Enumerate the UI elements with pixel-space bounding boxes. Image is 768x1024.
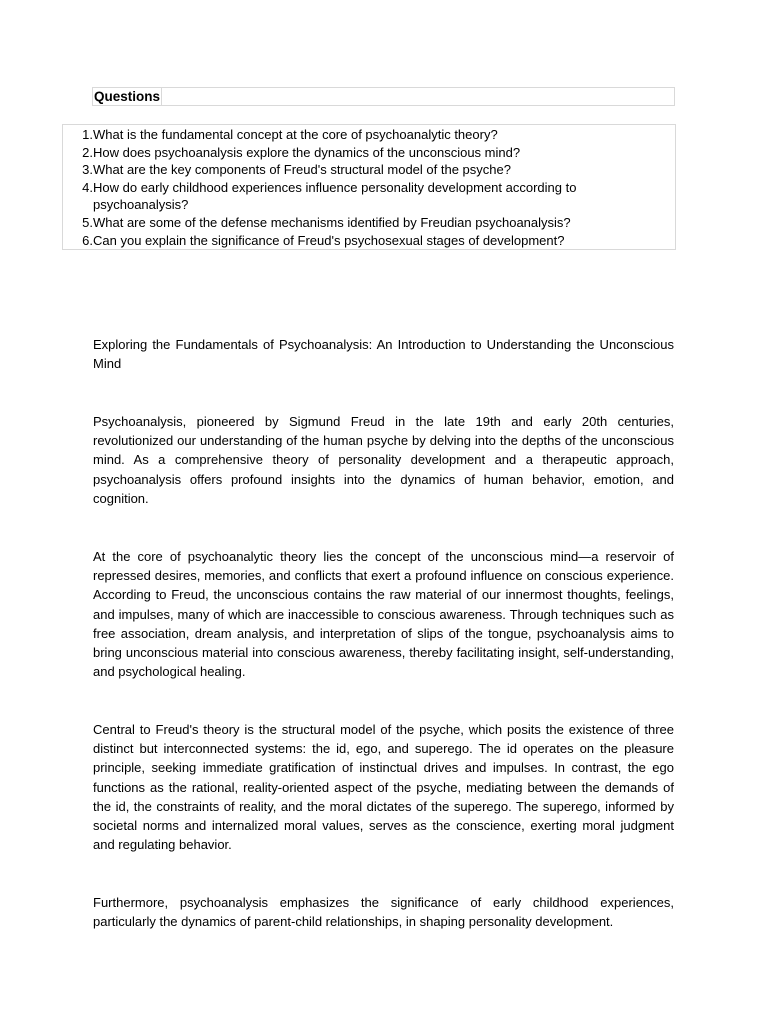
question-item	[63, 232, 675, 250]
question-number: 4.	[82, 179, 93, 195]
question-item	[63, 126, 675, 144]
question-number: 6.	[82, 232, 93, 248]
article-paragraph: At the core of psychoanalytic theory lies the concept of the unconscious mind—a reservoir of repressed desires, memories, and conflicts that exert a profound influence on conscious experience. According to Freud, the unconscious contains the raw material of our innermost thoughts, feelings, and impulses, many of which are inaccessible to conscious awareness. Through techniques such as free association, dream analysis, and interpretation of slips of the tongue, psychoanalysis aims to bring unconscious material into conscious awareness, thereby facilitating insight, self-understanding, and psychological healing.	[93, 549, 674, 680]
question-text: What are some of the defense mechanisms identified by Freudian psychoanalysis?	[93, 214, 571, 230]
question-text: Can you explain the significance of Freud's psychosexual stages of development?	[93, 232, 565, 248]
question-text: What are the key components of Freud's structural model of the psyche?	[93, 162, 511, 178]
questions-list	[62, 124, 676, 250]
question-text: How does psychoanalysis explore the dynamics of the unconscious mind?	[93, 144, 521, 160]
question-item	[63, 179, 675, 214]
question-number: 5.	[82, 214, 93, 230]
article-paragraph: Psychoanalysis, pioneered by Sigmund Freud in the late 19th and early 20th centuries, revolutionized our understanding of the human psyche by delving into the depths of the unconscious mind. As a comprehensive theory of personality development and a therapeutic approach, psychoanalysis offers profound insights into the dynamics of human behavior, emotion, and cognition.	[93, 414, 674, 506]
question-number: 2.	[82, 144, 93, 160]
question-item	[63, 214, 675, 232]
questions-heading: Questions	[94, 89, 161, 104]
article-paragraph: Central to Freud's theory is the structural model of the psyche, which posits the existence of three distinct but interconnected systems: the id, ego, and superego. The id operates on the pleasure principle, seeking immediate gratification of instinctual drives and impulses. In contrast, the ego functions as the rational, reality-oriented aspect of the psyche, mediating between the demands of the id, the constraints of reality, and the moral dictates of the superego. The superego, informed by societal norms and internalized moral values, serves as the conscience, exerting moral judgment and regulating behavior.	[93, 722, 674, 853]
question-item	[63, 144, 675, 162]
questions-header-empty-cell	[162, 88, 674, 105]
question-number: 1.	[82, 127, 93, 142]
question-item	[63, 161, 675, 179]
question-text: How do early childhood experiences influence personality development according to psychoanalysis?	[93, 179, 577, 213]
article-title: Exploring the Fundamentals of Psychoanalysis: An Introduction to Understanding the Unconscious Mind	[93, 337, 674, 372]
question-text: What is the fundamental concept at the core of psychoanalytic theory?	[93, 127, 498, 142]
question-number: 3.	[82, 162, 93, 178]
questions-header-table	[92, 87, 675, 106]
article-paragraph: Furthermore, psychoanalysis emphasizes the significance of early childhood experiences, particularly the dynamics of parent-child relationships, in shaping personality development.	[93, 895, 674, 930]
